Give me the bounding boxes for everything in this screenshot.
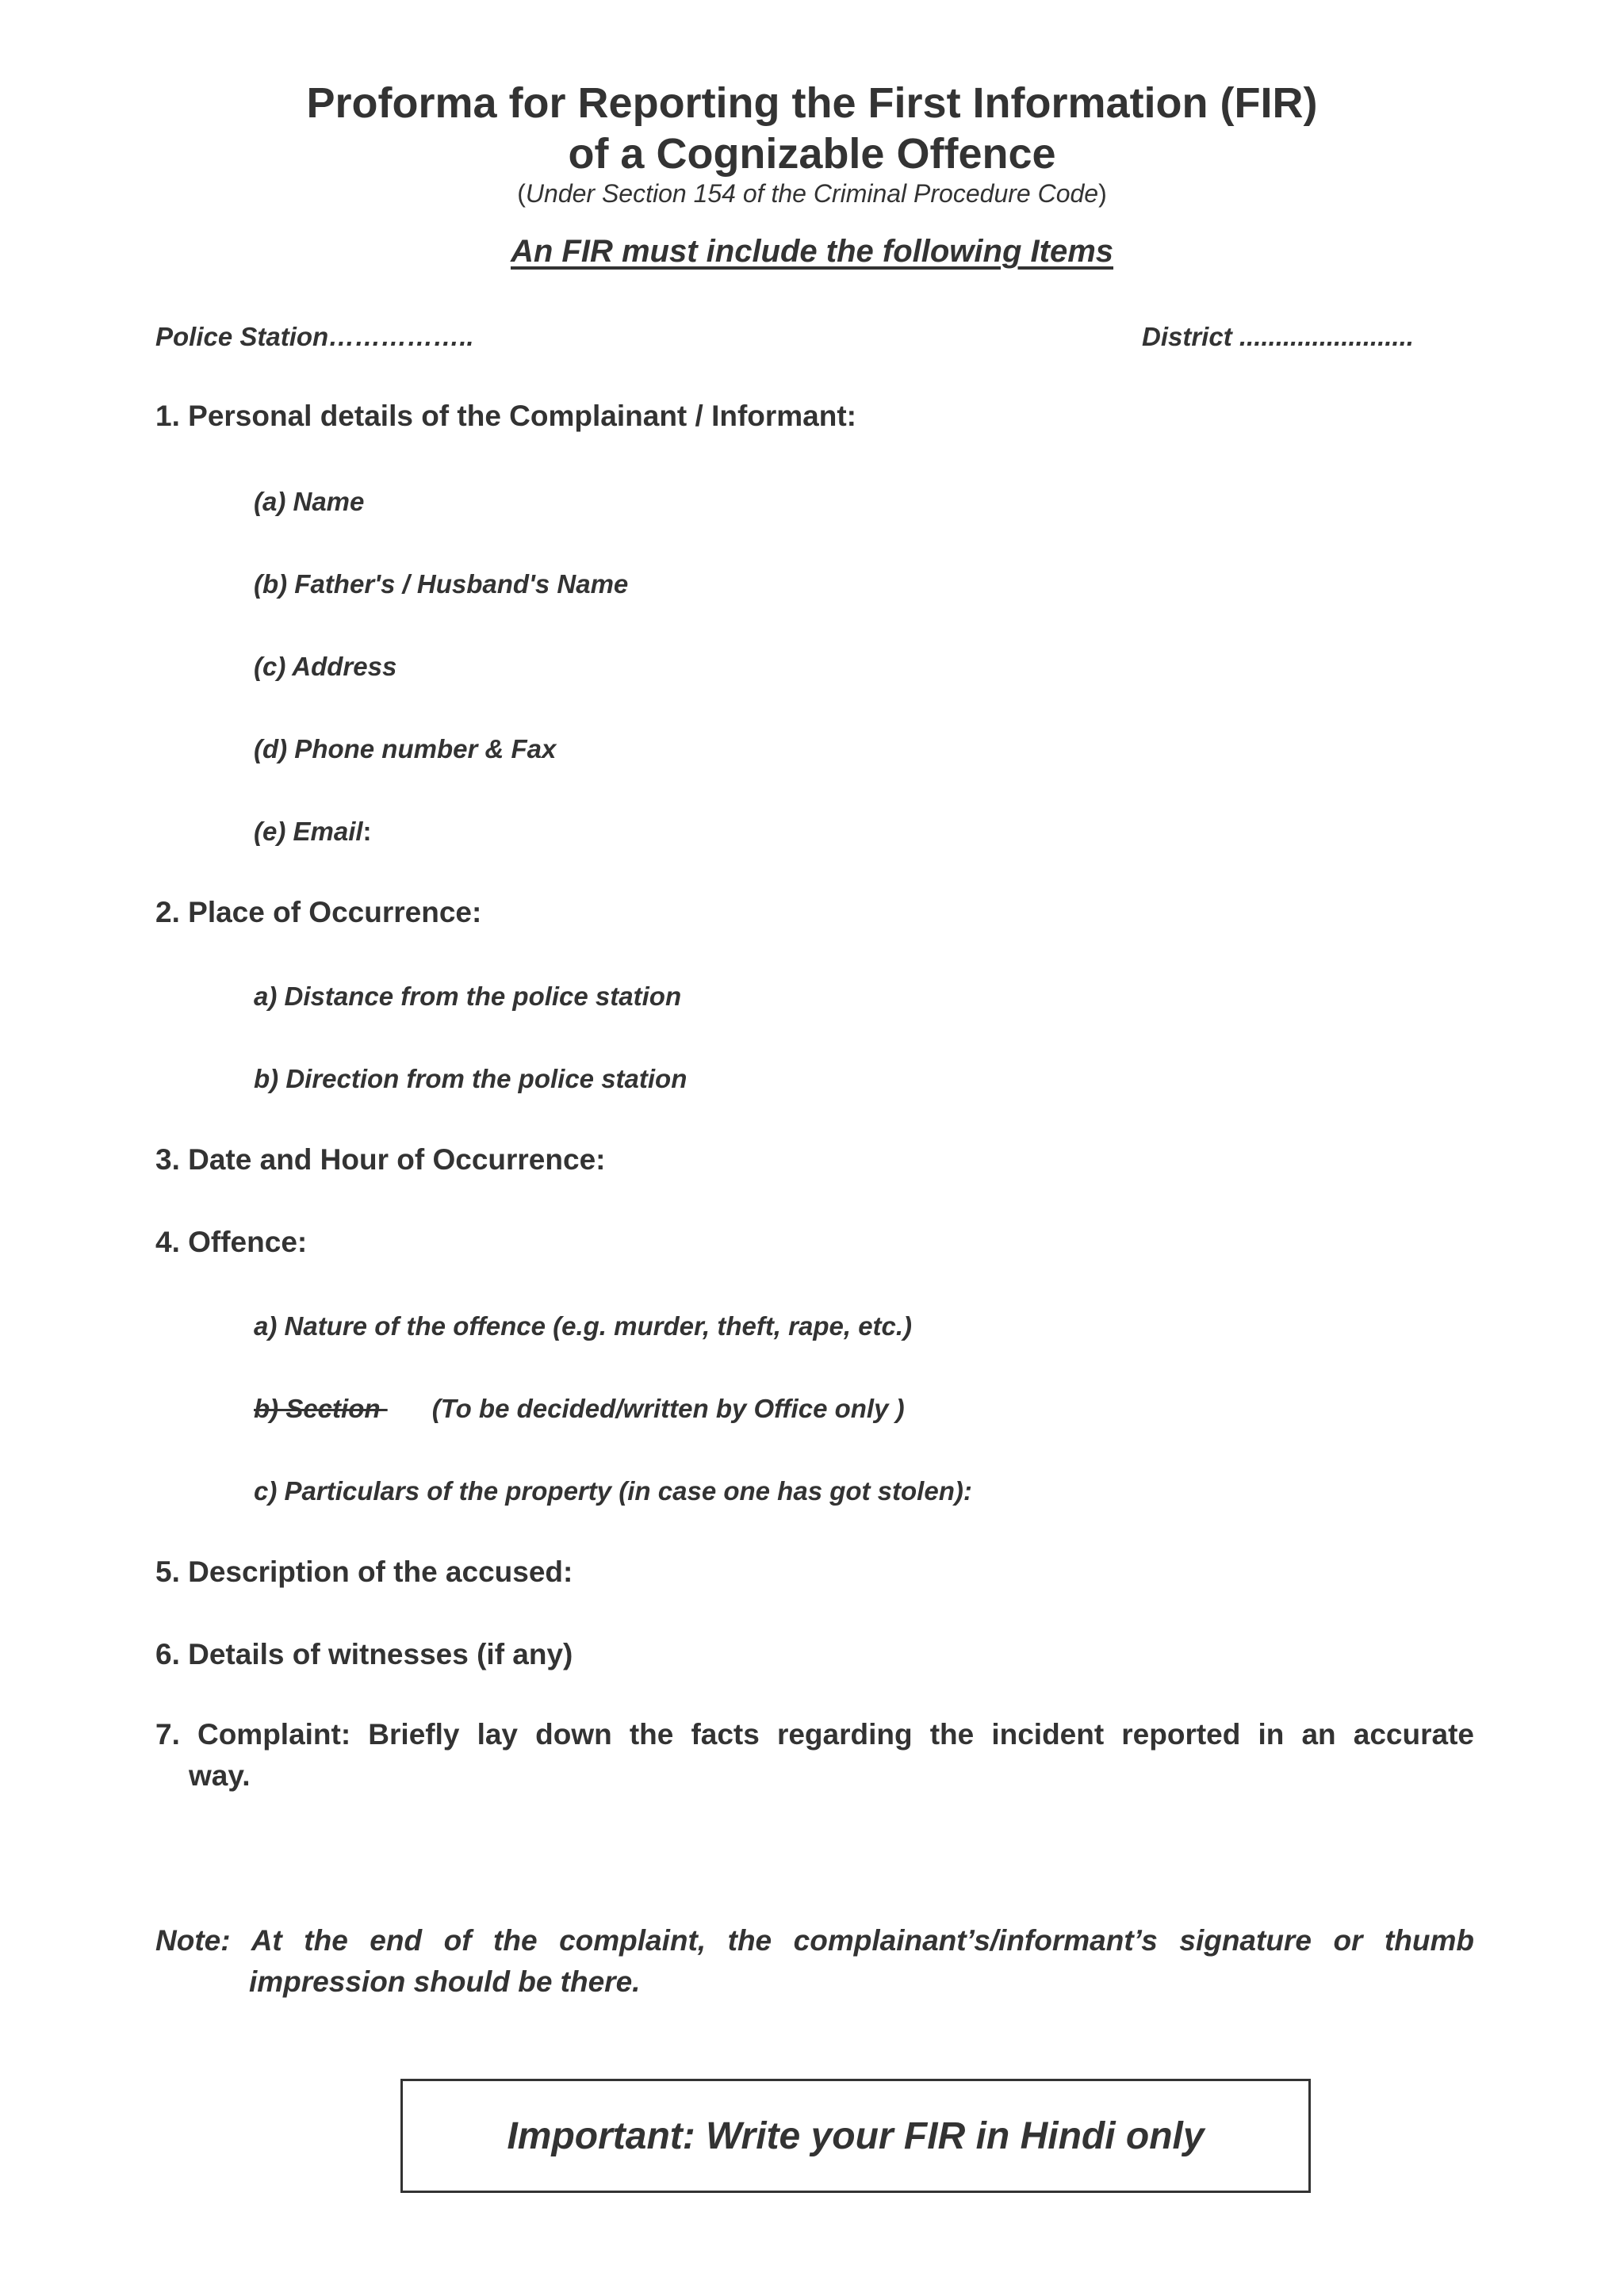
item-address: (c) Address <box>254 652 397 681</box>
section-1-heading: 1. Personal details of the Complainant / Informant: <box>155 400 857 432</box>
subtitle-open-paren: ( <box>517 179 526 208</box>
item-email <box>254 815 372 848</box>
item-section <box>254 1392 905 1425</box>
note-line-2: impression should be there. <box>249 1965 641 1998</box>
item-direction: b) Direction from the police station <box>254 1064 688 1093</box>
item-section-struck: b) Section <box>254 1394 388 1423</box>
item-distance: a) Distance from the police station <box>254 982 682 1011</box>
subtitle-close-paren: ) <box>1098 179 1107 208</box>
item-email-colon: : <box>362 817 372 846</box>
item-name: (a) Name <box>254 487 365 516</box>
item-section-note: (To be decided/written by Office only ) <box>431 1394 905 1423</box>
document-title-line-1: Proforma for Reporting the First Information (FIR) <box>306 79 1318 127</box>
section-4-heading: 4. Offence: <box>155 1226 308 1258</box>
section-5-heading: 5. Description of the accused: <box>155 1556 573 1588</box>
item-phone-fax: (d) Phone number & Fax <box>254 734 557 763</box>
item-property-particulars: c) Particulars of the property (in case one has got stolen): <box>254 1476 972 1506</box>
subtitle-text: Under Section 154 of the Criminal Procedure Code <box>525 179 1099 208</box>
item-father-husband-name: (b) Father's / Husband's Name <box>254 569 629 599</box>
document-title-line-2: of a Cognizable Offence <box>568 130 1056 178</box>
important-notice-text: Important: Write your FIR in Hindi only <box>507 2114 1205 2157</box>
police-station-field: Police Station…………….. <box>155 322 474 351</box>
items-heading: An FIR must include the following Items <box>510 234 1114 269</box>
item-offence-nature: a) Nature of the offence (e.g. murder, theft, rape, etc.) <box>254 1311 913 1341</box>
section-6-heading: 6. Details of witnesses (if any) <box>155 1638 573 1670</box>
important-notice-box <box>400 2079 1311 2193</box>
section-7-complaint-line-2: way. <box>189 1759 251 1792</box>
section-2-heading: 2. Place of Occurrence: <box>155 896 482 928</box>
item-email-label: (e) Email <box>254 817 363 846</box>
note-line-1: Note: At the end of the complaint, the complainant’s/informant’s signature or thumb <box>155 1924 1474 1957</box>
district-field: District ........................ <box>1142 322 1414 351</box>
section-7-complaint-line-1: 7. Complaint: Briefly lay down the facts regarding the incident reported in an accurate <box>155 1718 1474 1751</box>
document-subtitle <box>0 178 1624 209</box>
section-3-heading: 3. Date and Hour of Occurrence: <box>155 1143 606 1176</box>
